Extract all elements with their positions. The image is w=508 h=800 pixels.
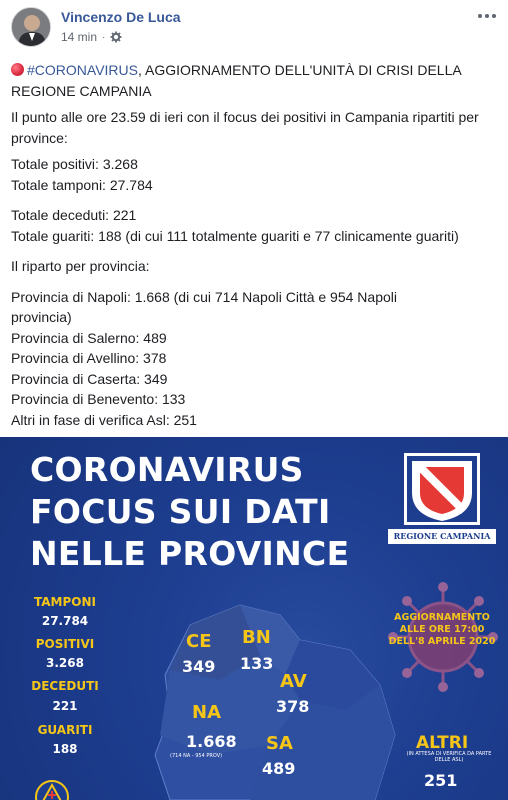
stat-positivi-value: 3.268 [46, 656, 84, 670]
post-header [0, 0, 508, 56]
province-list [11, 287, 501, 431]
province-bn-code: BN [242, 627, 271, 648]
update-line-1: AGGIORNAMENTO [394, 612, 490, 623]
intro-paragraph: Il punto alle ore 23.59 di ieri con il focus dei positivi in Campania ripartiti per province: [11, 109, 479, 146]
stat-guariti-label: GUARITI [37, 723, 93, 737]
altri-value: 251 [424, 771, 458, 790]
avatar[interactable] [11, 7, 51, 47]
province-benevento: Provincia di Benevento: 133 [11, 391, 186, 407]
red-circle-icon [11, 63, 24, 76]
altri-code: ALTRI [416, 733, 469, 753]
province-av-code: AV [280, 671, 307, 692]
author-name[interactable]: Vincenzo De Luca [61, 9, 181, 25]
title-line-1: CORONAVIRUS [30, 450, 304, 489]
gear-icon [110, 31, 122, 43]
province-na-note: (714 NA - 954 PROV) [170, 753, 223, 759]
province-av-value: 378 [276, 697, 310, 716]
province-avellino: Provincia di Avellino: 378 [11, 350, 167, 366]
update-line-3: DELL'8 APRILE 2020 [388, 636, 496, 647]
stat-deceduti-label: DECEDUTI [31, 679, 99, 693]
total-positivi: Totale positivi: 3.268 [11, 156, 138, 172]
total-guariti: Totale guariti: 188 (di cui 111 totalmente guariti e 77 clinicamente guariti) [11, 227, 459, 244]
total-deceduti: Totale deceduti: 221 [11, 207, 137, 223]
province-bn-value: 133 [240, 654, 274, 673]
province-sa-code: SA [266, 733, 293, 754]
province-napoli: Provincia di Napoli: 1.668 (di cui 714 Napoli Città e 954 Napoli provincia) [11, 288, 397, 325]
province-ce-value: 349 [182, 657, 216, 676]
update-notice [382, 612, 502, 648]
more-options-icon[interactable] [476, 10, 498, 22]
meta-separator: · [102, 31, 106, 43]
hashtag-link[interactable]: #CORONAVIRUS [27, 62, 138, 78]
province-altri: Altri in fase di verifica Asl: 251 [11, 411, 197, 428]
province-salerno: Provincia di Salerno: 489 [11, 329, 167, 346]
headline-text: , AGGIORNAMENTO DELL'UNITÀ DI CRISI DELLA REGIONE CAMPANIA [11, 62, 461, 99]
totals-block-1 [11, 154, 501, 195]
infographic-title [30, 449, 349, 575]
riparto-heading: Il riparto per provincia: [11, 258, 150, 274]
stat-guariti-value: 188 [52, 742, 78, 756]
province-ce-code: CE [186, 631, 212, 652]
stat-tamponi-label: TAMPONI [34, 595, 96, 609]
post-text [11, 60, 501, 430]
post-meta [61, 30, 122, 44]
stat-positivi-label: POSITIVI [35, 637, 95, 651]
title-line-2: FOCUS SUI DATI [30, 492, 331, 531]
province-na-value: 1.668 [186, 732, 237, 751]
province-na-code: NA [192, 702, 221, 723]
title-line-3: NELLE PROVINCE [30, 534, 350, 573]
total-tamponi: Totale tamponi: 27.784 [11, 176, 153, 193]
post-timestamp[interactable]: 14 min [61, 30, 98, 44]
profile-photo-icon [12, 8, 51, 47]
protezione-civile-logo-icon [28, 775, 76, 800]
infographic-image[interactable] [0, 437, 508, 800]
province-caserta: Provincia di Caserta: 349 [11, 370, 168, 387]
stat-deceduti-value: 221 [52, 699, 78, 713]
stat-tamponi-value: 27.784 [41, 614, 89, 628]
update-line-2: ALLE ORE 17:00 [399, 624, 485, 635]
altri-note: (IN ATTESA DI VERIFICA DA PARTE DELLE ASL) [406, 751, 492, 763]
totals-block-2 [11, 205, 501, 246]
region-label: REGIONE CAMPANIA [388, 529, 496, 544]
province-sa-value: 489 [262, 759, 296, 778]
post-headline [11, 60, 501, 101]
